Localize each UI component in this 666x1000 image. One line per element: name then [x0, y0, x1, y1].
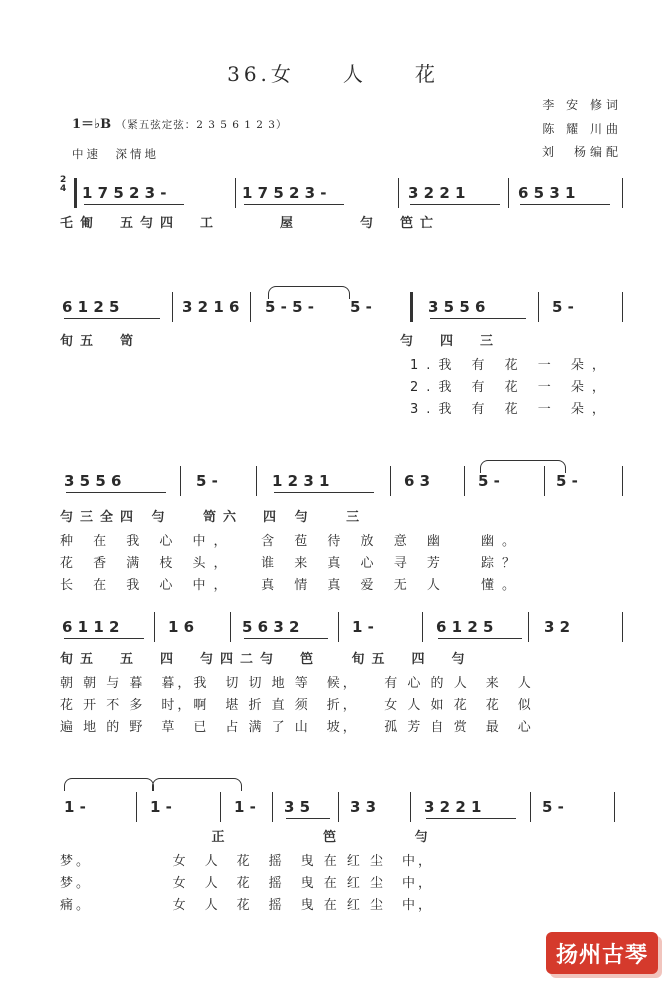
measure: 1 7 5 2 3 - [242, 184, 327, 202]
beam [426, 818, 516, 819]
key-text: 1＝♭B [72, 117, 112, 132]
lyric-verse-3: 长 在 我 心 中， 真 情 真 爱 无 人 懂。 [60, 578, 523, 593]
beam [244, 204, 344, 205]
lyric-verse-3: 痛。 女 人 花 摇 曳 在 红 尘 中， [60, 898, 435, 913]
measure: 5 - [556, 472, 578, 490]
key-signature [72, 113, 288, 132]
beam [274, 492, 374, 493]
score-system-5 [60, 792, 626, 822]
barline [422, 612, 423, 642]
measure: 1 - [64, 798, 86, 816]
barline [272, 792, 273, 822]
measure: 1 6 [168, 618, 195, 636]
measure: 3 2 [544, 618, 571, 636]
barline [398, 178, 399, 208]
beam [410, 204, 500, 205]
beam [286, 818, 330, 819]
barline [410, 792, 411, 822]
beam [84, 204, 184, 205]
lyric-verse-1: 1.我 有 花 一 朵， [410, 358, 613, 373]
barline [390, 466, 391, 496]
barline [530, 792, 531, 822]
barline [338, 612, 339, 642]
beam [520, 204, 610, 205]
tie [64, 778, 154, 791]
measure: 5 - [350, 298, 372, 316]
tie [152, 778, 242, 791]
tablature-row: 乇匍 五勻四 工 屋 勻 笆亡 [60, 216, 441, 231]
barline [154, 612, 155, 642]
measure: 3 5 5 6 [64, 472, 122, 490]
barline [172, 292, 173, 322]
lyric-verse-1: 梦。 女 人 花 摇 曳 在 红 尘 中， [60, 854, 435, 869]
tablature-row: 正 笆 勻 [60, 830, 435, 845]
lyric-verse-2: 梦。 女 人 花 摇 曳 在 红 尘 中， [60, 876, 435, 891]
barline [180, 466, 181, 496]
barline [622, 178, 623, 208]
measure: 3 2 1 6 [182, 298, 240, 316]
arranger-credit: 刘 杨编配 [541, 145, 622, 159]
beam [64, 318, 160, 319]
tuning-text: （紧五弦定弦：2 3 5 6 1 2 3） [115, 119, 288, 131]
lyric-verse-3: 遍 地 的 野 草 已 占 满 了 山 坡， 孤 芳 自 赏 最 心 [60, 720, 534, 735]
barline [230, 612, 231, 642]
tablature-row: 勻三全四 勻 笥六 四 勻 三 [60, 510, 367, 525]
beam [66, 492, 166, 493]
lyric-verse-1: 朝 朝 与 暮 暮，我 切 切 地 等 候， 有 心 的 人 来 人 [60, 676, 534, 691]
lyric-verse-2: 2.我 有 花 一 朵， [410, 380, 613, 395]
beam [430, 318, 526, 319]
measure: 5 - [552, 298, 574, 316]
measure: 1 7 5 2 3 - [82, 184, 167, 202]
tablature-row: 旬五 笥 勻 四 三 [60, 334, 501, 349]
lyricist-credit: 李 安 修词 [542, 98, 622, 112]
barline [464, 466, 465, 496]
measure: 1 - [234, 798, 256, 816]
time-signature: 2 4 [60, 175, 67, 194]
measure: 1 2 3 1 [272, 472, 330, 490]
score-system-3 [60, 466, 626, 496]
barline [220, 792, 221, 822]
measure: 6 1 1 2 [62, 618, 120, 636]
measure: 3 5 5 6 [428, 298, 486, 316]
score-system-4 [60, 612, 626, 642]
barline [622, 466, 623, 496]
score-system-2 [60, 292, 626, 322]
tie [480, 460, 566, 473]
barline [136, 792, 137, 822]
measure: 6 3 [404, 472, 431, 490]
barline [250, 292, 251, 322]
barline [538, 292, 539, 322]
barline [235, 178, 236, 208]
barline [256, 466, 257, 496]
tempo-marking: 中速 深情地 [72, 147, 159, 161]
lyric-verse-2: 花 开 不 多 时，啊 堪 折 直 须 折， 女 人 如 花 花 似 [60, 698, 534, 713]
barline [622, 612, 623, 642]
beam [244, 638, 328, 639]
measure: 1 - [352, 618, 374, 636]
measure: 3 3 [350, 798, 377, 816]
beam [438, 638, 522, 639]
barline [338, 792, 339, 822]
barline [614, 792, 615, 822]
song-title: 36.女 人 花 [227, 62, 439, 86]
measure: 1 - [150, 798, 172, 816]
measure: 6 1 2 5 [436, 618, 494, 636]
watermark-logo: 扬州古琴 [546, 932, 658, 974]
lyric-verse-1: 种 在 我 心 中， 含 苞 待 放 意 幽 幽。 [60, 534, 523, 549]
lyric-verse-3: 3.我 有 花 一 朵， [410, 402, 613, 417]
measure: 3 5 [284, 798, 311, 816]
measure: 6 5 3 1 [518, 184, 576, 202]
measure: 3 2 2 1 [424, 798, 482, 816]
tablature-row: 旬五 五 四 勻四二勻 笆 旬五 四 勻 [60, 652, 472, 667]
tie [268, 286, 350, 299]
start-barline [74, 178, 77, 208]
barline [528, 612, 529, 642]
measure: 5 - [542, 798, 564, 816]
measure: 5 - 5 - [265, 298, 314, 316]
composer-credit: 陈 耀 川曲 [542, 122, 622, 136]
score-system-1 [60, 175, 626, 208]
measure: 5 6 3 2 [242, 618, 300, 636]
barline [622, 292, 623, 322]
measure: 5 - [196, 472, 218, 490]
barline [508, 178, 509, 208]
measure: 5 - [478, 472, 500, 490]
measure: 6 1 2 5 [62, 298, 120, 316]
lyric-verse-2: 花 香 满 枝 头， 谁 来 真 心 寻 芳 踪？ [60, 556, 523, 571]
beam [64, 638, 144, 639]
repeat-barline [410, 292, 413, 322]
measure: 3 2 2 1 [408, 184, 466, 202]
